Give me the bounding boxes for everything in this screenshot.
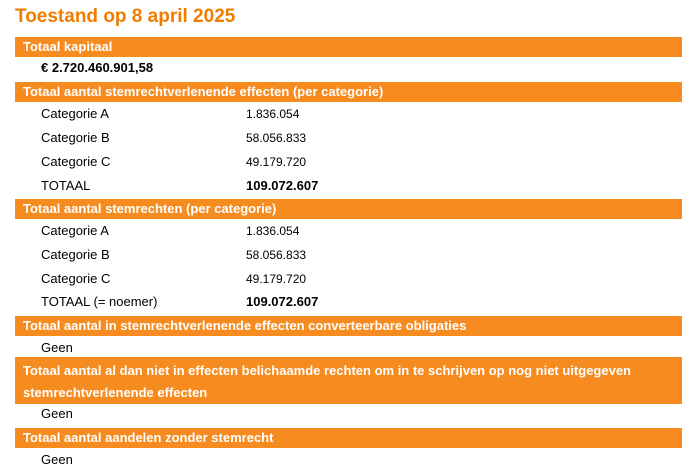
stemrechten-row-label: Categorie C [41,271,111,286]
section-header-obligaties: Totaal aantal in stemrechtverlenende effecten converteerbare obligaties [15,316,682,336]
section-header-effecten: Totaal aantal stemrechtverlenende effecten (per categorie) [15,82,682,102]
stemrechten-row-value: 1.836.054 [246,224,300,238]
stemrechten-row-label: Categorie A [41,223,109,238]
effecten-row-value: 1.836.054 [246,107,300,121]
stemrechten-row-label: Categorie B [41,247,110,262]
section-header-stemrechten: Totaal aantal stemrechten (per categorie) [15,199,682,219]
section-header-rechten: Totaal aantal al dan niet in effecten belichaamde rechten om in te schrijven op nog niet uitgegeven stemrechtverlenende effecten [15,357,682,404]
stemrechten-total-value: 109.072.607 [246,294,319,309]
stemrechten-row-value: 49.179.720 [246,272,307,286]
obligaties-value: Geen [41,340,73,355]
effecten-row-label: Categorie C [41,154,111,169]
page-title: Toestand op 8 april 2025 [15,6,236,27]
effecten-row-label: Categorie A [41,106,109,121]
section-header-kapitaal: Totaal kapitaal [15,37,682,57]
stemrechten-total-label: TOTAAL (= noemer) [41,294,158,309]
effecten-total-value: 109.072.607 [246,178,319,193]
rechten-value: Geen [41,406,73,421]
effecten-row-value: 49.179.720 [246,155,307,169]
kapitaal-value: € 2.720.460.901,58 [41,60,154,75]
zonder-stemrecht-value: Geen [41,452,73,467]
stemrechten-row-value: 58.056.833 [246,248,307,262]
effecten-row-value: 58.056.833 [246,131,307,145]
section-header-zonder-stemrecht: Totaal aantal aandelen zonder stemrecht [15,428,682,448]
effecten-total-label: TOTAAL [41,178,91,193]
effecten-row-label: Categorie B [41,130,110,145]
